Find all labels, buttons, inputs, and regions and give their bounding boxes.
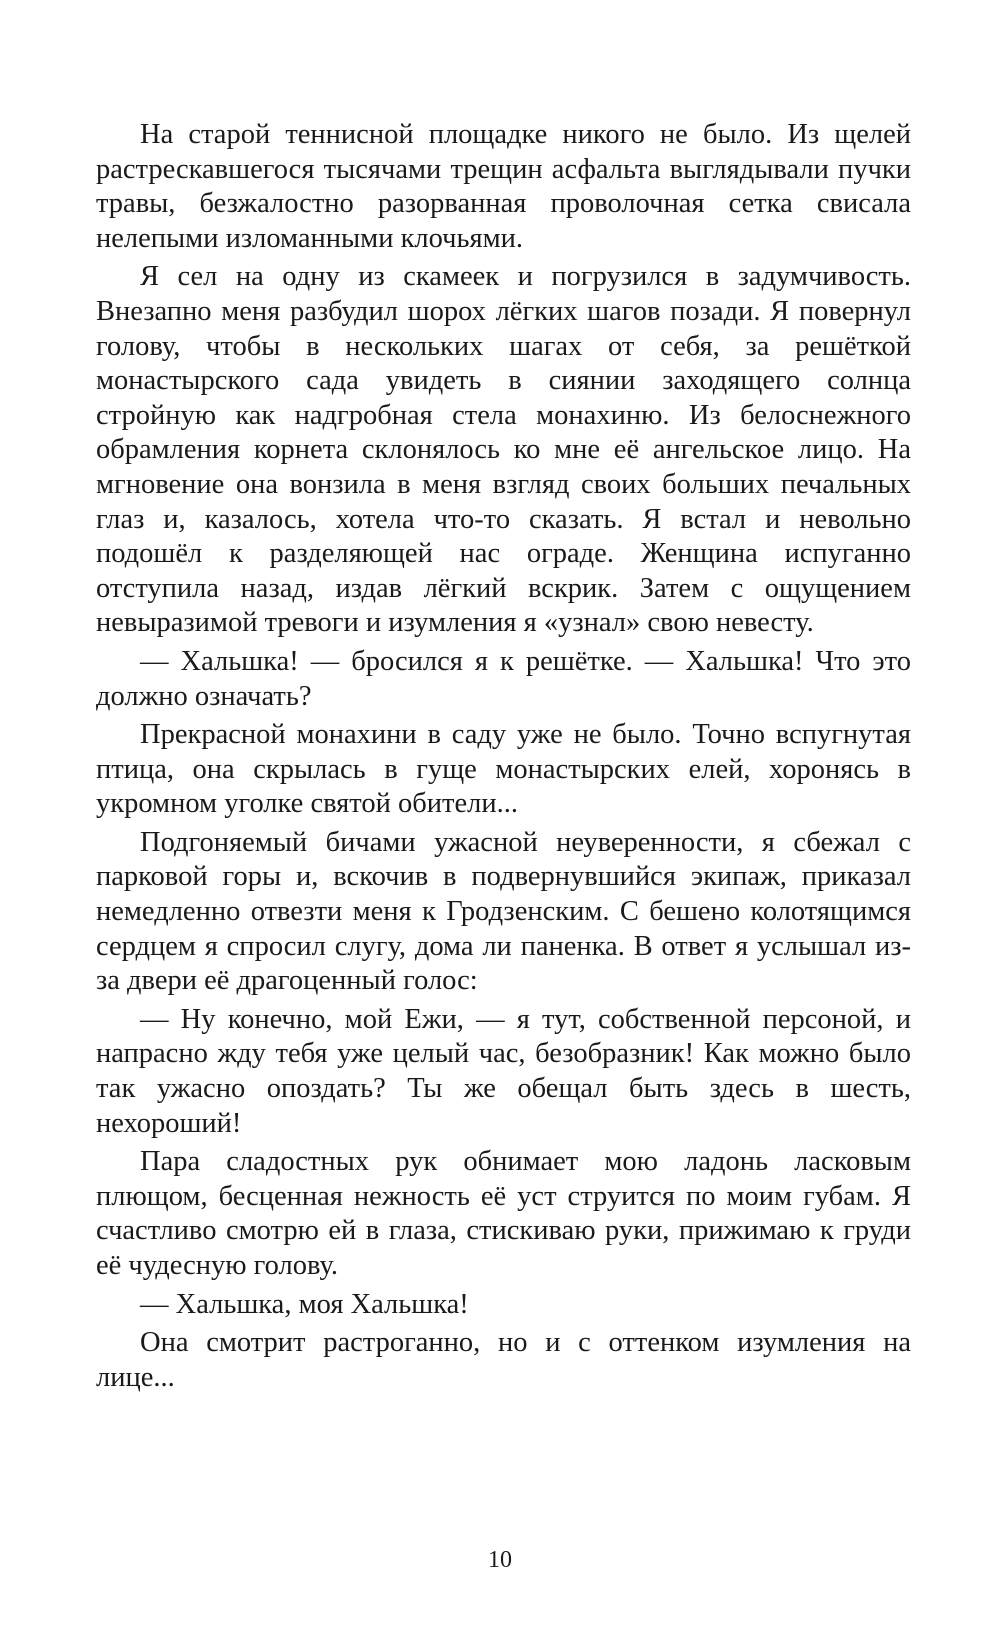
paragraph-4: Прекрасной монахини в саду уже не было. Точно вспугнутая птица, она скрылась в гуще монастырских елей, хоронясь в укромном уголке святой обители... — [96, 719, 911, 820]
paragraph-3: — Хальшка! — бросился я к решётке. — Хальшка! Что это должно означать? — [96, 645, 911, 712]
paragraph-2: Я сел на одну из скамеек и погрузился в задумчивость. Внезапно меня разбудил шорох лёгких шагов позади. Я повернул голову, чтобы в нескольких шагах от себя, за решёткой монастырского сада увидеть в сиянии заходящего солнца стройную как надгробная стела монахиню. Из белоснежного обрамления корнета склонялось ко мне её ангельское лицо. На мгновение она вонзила в меня взгляд своих больших печальных глаз и, казалось, хотела что-то сказать. Я встал и невольно подошёл к разделяющей нас ограде. Женщина испуганно отступила назад, издав лёгкий вскрик. Затем с ощущением невыразимой тревоги и изумления я «узнал» свою невесту. — [96, 261, 911, 639]
page-number: 10 — [488, 1547, 512, 1573]
paragraph-1: На старой теннисной площадке никого не было. Из щелей растрескавшегося тысячами трещин асфальта выглядывали пучки травы, безжалостно разорванная проволочная сетка свисала нелепыми изломанными клочьями. — [96, 119, 911, 254]
paragraph-8: — Хальшка, моя Хальшка! — [140, 1288, 469, 1320]
paragraph-6: — Ну конечно, мой Ежи, — я тут, собственной персоной, и напрасно жду тебя уже целый час, безобразник! Как можно было так ужасно опоздать? Ты же обещал быть здесь в шесть, нехороший! — [96, 1003, 911, 1139]
paragraph-9: Она смотрит растроганно, но и с оттенком изумления на лице... — [96, 1327, 911, 1393]
paragraph-5: Подгоняемый бичами ужасной неуверенности, я сбежал с парковой горы и, вскочив в подвернувшийся экипаж, приказал немедленно отвезти меня к Гродзенским. С бешено колотящимся сердцем я спросил слугу, дома ли паненка. В ответ я услышал из-за двери её драгоценный голос: — [96, 826, 911, 997]
body-text — [96, 118, 911, 1399]
paragraph-7: Пара сладостных рук обнимает мою ладонь ласковым плющом, бесценная нежность её уст струится по моим губам. Я счастливо смотрю ей в глаза, стискиваю руки, прижимаю к груди её чудесную голову. — [96, 1146, 911, 1281]
